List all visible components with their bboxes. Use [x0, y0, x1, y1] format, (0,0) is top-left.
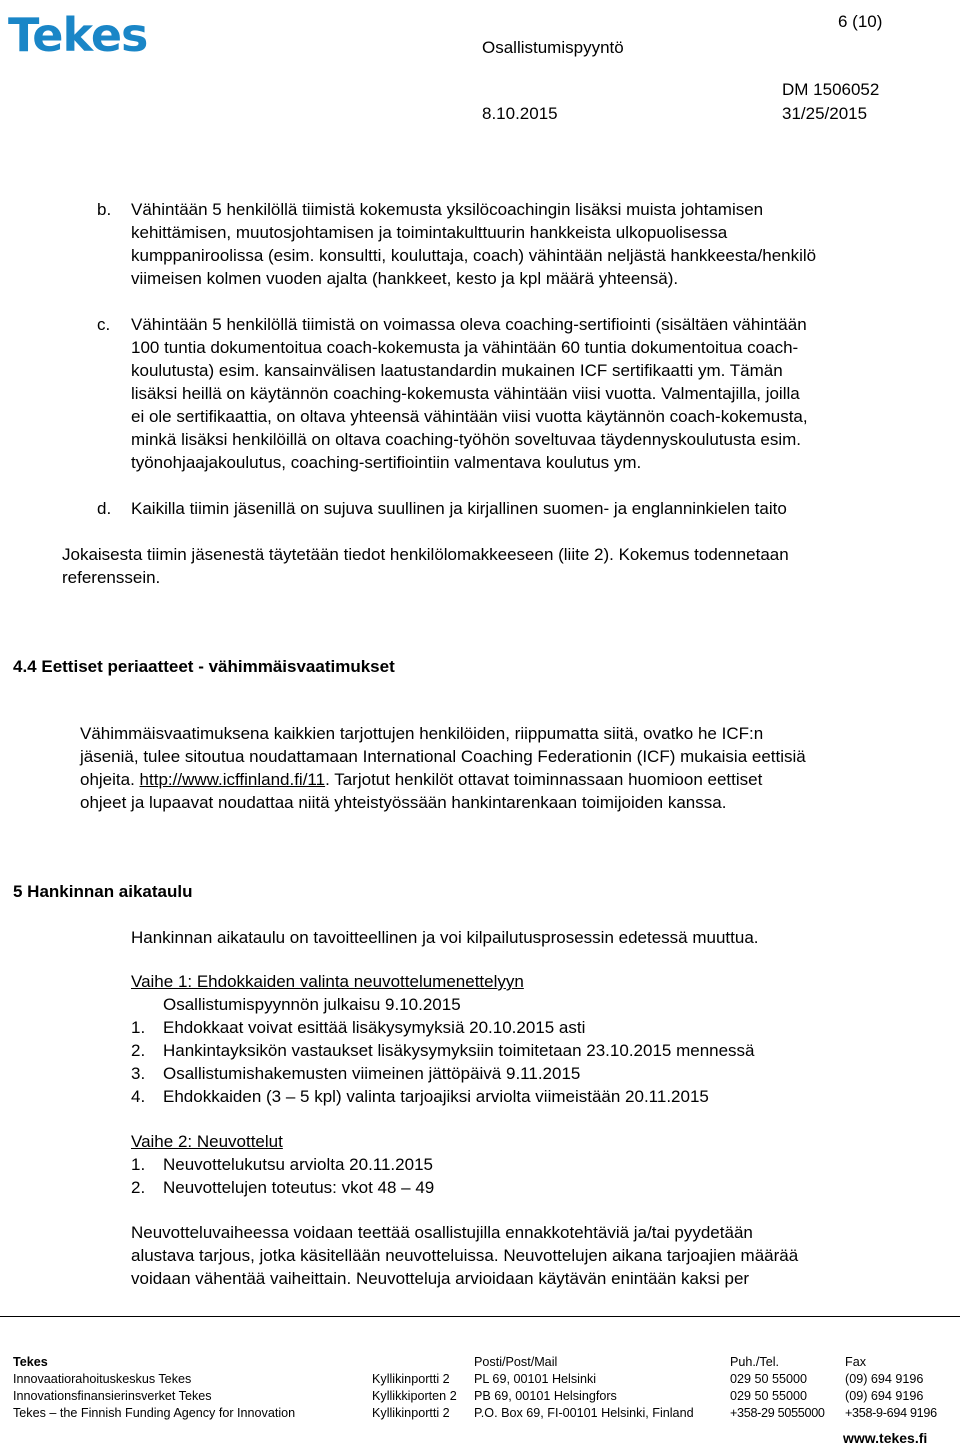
footer-org-header: Tekes [13, 1355, 48, 1369]
section-5-intro: Hankinnan aikataulu on tavoitteellinen ja voi kilpailutusprosessin edetessä muuttua. [131, 928, 759, 947]
section-4-4-text: . Tarjotut henkilöt ottavat toiminnassaan huomioon eettiset [325, 770, 763, 789]
section-4-4-body [80, 722, 806, 814]
phase-2-title: Vaihe 2: Neuvottelut [131, 1132, 283, 1151]
step-text: Ehdokkaiden (3 – 5 kpl) valinta tarjoajiksi arviolta viimeistään 20.11.2015 [163, 1087, 709, 1106]
phase-1-step [131, 1062, 755, 1085]
footer-phone: 029 50 55000 [730, 1389, 808, 1403]
item-d-marker: d. [97, 499, 112, 518]
footer-street: Kyllikinportti 2 [372, 1406, 450, 1420]
footer-postal: PL 69, 00101 Helsinki [474, 1372, 597, 1386]
section-4-4-line: jäseniä, tulee sitoutua noudattamaan International Coaching Federationin (ICF) mukaisia eettisiä [80, 747, 806, 766]
section-4-4-text: ohjeita. [80, 770, 140, 789]
footer-street: Kyllikkiporten 2 [372, 1389, 457, 1403]
page-number: 6 (10) [838, 12, 883, 31]
phase-1 [131, 970, 755, 1108]
footer-website[interactable]: www.tekes.fi [843, 1430, 928, 1446]
step-text: Ehdokkaat voivat esittää lisäkysymyksiä 20.10.2015 asti [163, 1018, 586, 1037]
step-number: 2. [131, 1178, 146, 1197]
closing-line: Neuvotteluvaiheessa voidaan teettää osallistujilla ennakkotehtäviä ja/tai pyydetään [131, 1223, 753, 1242]
phase-1-step [131, 1085, 755, 1108]
footer-org-name: Innovationsfinansierinsverket Tekes [13, 1389, 212, 1403]
phase-2-step [131, 1153, 434, 1176]
team-note-line: referenssein. [62, 568, 161, 587]
step-number: 1. [131, 1155, 146, 1174]
reference-date: 31/25/2015 [782, 104, 868, 123]
footer-phone-header: Puh./Tel. [730, 1355, 780, 1369]
footer-fax: +358-9-694 9196 [845, 1406, 937, 1420]
closing-line: alustava tarjous, jotka käsitellään neuvotteluissa. Neuvottelujen aikana tarjoajien määrää [131, 1246, 799, 1265]
document-date: 8.10.2015 [482, 104, 558, 123]
footer-street: Kyllikinportti 2 [372, 1372, 450, 1386]
item-c-line: minkä lisäksi henkilöillä on oltava coaching-työhön soveltuvaa täydennyskoulutusta esim. [131, 430, 801, 449]
item-c-line: Vähintään 5 henkilöllä tiimistä on voimassa oleva coaching-sertifiointi (sisältäen vähintään [131, 315, 807, 334]
item-c-text [131, 313, 808, 474]
footer-phone: +358-29 5055000 [730, 1406, 825, 1420]
footer-org-name: Innovaatiorahoituskeskus Tekes [13, 1372, 192, 1386]
item-c-line: ei ole sertifikaattia, on oltava yhteensä vähintään viisi vuotta käytännön coach-kokemusta, [131, 407, 808, 426]
phase-1-step [131, 1016, 755, 1039]
icf-finland-link[interactable]: http://www.icffinland.fi/11 [139, 770, 326, 789]
item-c-line: lisäksi heillä on käytännön coaching-kokemusta vähintään viisi vuotta. Valmentajilla, joilla [131, 384, 800, 403]
phase-2-step [131, 1176, 434, 1199]
step-text: Hankintayksikön vastaukset lisäkysymyksiin toimitetaan 23.10.2015 mennessä [163, 1041, 755, 1060]
step-number: 4. [131, 1087, 146, 1106]
footer-postal: P.O. Box 69, FI-00101 Helsinki, Finland [474, 1406, 694, 1420]
item-b-line: Vähintään 5 henkilöllä tiimistä kokemusta yksilöcoachingin lisäksi muista johtamisen [131, 200, 764, 219]
phase-1-subtitle: Osallistumispyynnön julkaisu 9.10.2015 [163, 995, 461, 1014]
team-note-line: Jokaisesta tiimin jäsenestä täytetään tiedot henkilölomakkeeseen (liite 2). Kokemus todennetaan [62, 545, 789, 564]
footer-phone: 029 50 55000 [730, 1372, 808, 1386]
phase-2 [131, 1130, 434, 1199]
closing-line: voidaan vähentää vaiheittain. Neuvotteluja arvioidaan käytävän enintään kaksi per [131, 1269, 750, 1288]
phase-1-step [131, 1039, 755, 1062]
team-note [62, 543, 789, 589]
document-number: DM 1506052 [782, 80, 880, 99]
item-b-marker: b. [97, 200, 112, 219]
section-5-heading: 5 Hankinnan aikataulu [13, 882, 193, 901]
item-c-line: 100 tuntia dokumentoitua coach-kokemusta ja vähintään 60 tuntia dokumentoitua coach- [131, 338, 799, 357]
step-number: 1. [131, 1018, 146, 1037]
item-d-text: Kaikilla tiimin jäsenillä on sujuva suullinen ja kirjallinen suomen- ja englanninkielen taito [131, 499, 787, 518]
item-c-marker: c. [97, 315, 111, 334]
footer-fax: (09) 694 9196 [845, 1372, 924, 1386]
item-b-line: viimeisen kolmen vuoden ajalta (hankkeet, kesto ja kpl määrä yhteensä). [131, 269, 679, 288]
section-4-4-line: ohjeet ja lupaavat noudattaa niitä yhteistyössään hankintarenkaan toimijoiden kanssa. [80, 793, 727, 812]
item-c-line: koulutusta) esim. kansainvälisen laatustandardin mukainen ICF sertifikaatti ym. Tämän [131, 361, 783, 380]
footer-org-name: Tekes – the Finnish Funding Agency for Innovation [13, 1406, 296, 1420]
step-text: Neuvottelukutsu arviolta 20.11.2015 [163, 1155, 433, 1174]
document-type: Osallistumispyyntö [482, 38, 624, 57]
tekes-logo: Tekes [8, 8, 148, 62]
step-number: 3. [131, 1064, 146, 1083]
footer-fax: (09) 694 9196 [845, 1389, 924, 1403]
footer-fax-header: Fax [845, 1355, 866, 1369]
section-5-closing [131, 1221, 798, 1290]
footer-postal: PB 69, 00101 Helsingfors [474, 1389, 617, 1403]
item-b-line: kehittämisen, muutosjohtamisen ja toimintakulttuurin hankkeista ulkopuolisessa [131, 223, 728, 242]
step-text: Neuvottelujen toteutus: vkot 48 – 49 [163, 1178, 435, 1197]
step-text: Osallistumishakemusten viimeinen jättöpäivä 9.11.2015 [163, 1064, 581, 1083]
item-b-line: kumppaniroolissa (esim. konsultti, kouluttaja, coach) vähintään neljästä hankkeesta/henkilö [131, 246, 817, 265]
item-c-line: työnohjaajakoulutus, coaching-sertifiointiin valmentava koulutus ym. [131, 453, 642, 472]
section-4-4-heading: 4.4 Eettiset periaatteet - vähimmäisvaatimukset [13, 657, 395, 676]
footer-divider [0, 1316, 960, 1317]
section-4-4-line [80, 768, 806, 791]
footer-post-header: Posti/Post/Mail [474, 1355, 558, 1369]
section-4-4-line: Vähimmäisvaatimuksena kaikkien tarjottujen henkilöiden, riippumatta siitä, ovatko he ICF:n [80, 724, 764, 743]
phase-1-title: Vaihe 1: Ehdokkaiden valinta neuvottelumenettelyyn [131, 972, 524, 991]
item-b-text [131, 198, 816, 290]
step-number: 2. [131, 1041, 146, 1060]
